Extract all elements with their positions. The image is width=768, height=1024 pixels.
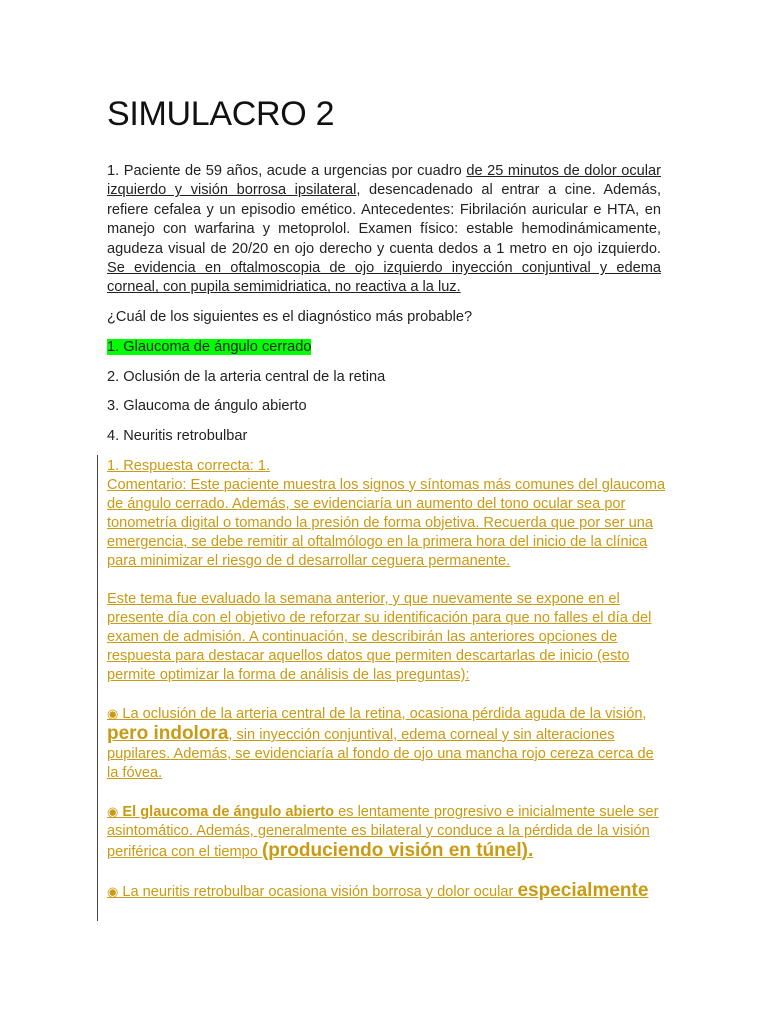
bullet-open-angle-emphasis: (produciendo visión en túnel). xyxy=(261,840,534,861)
radio-bullet-icon: ◉ xyxy=(107,804,119,819)
bullet-open-angle-text: es lentamente progresivo e inicialmente suele ser asintomático. Además, generalmente es bilateral y conduce a la pérdida de la visión periférica con el tiempo xyxy=(107,804,659,860)
option-2: 2. Oclusión de la arteria central de la retina xyxy=(107,369,386,385)
option-1-highlighted: 1. Glaucoma de ángulo cerrado xyxy=(107,339,312,355)
option-3: 3. Glaucoma de ángulo abierto xyxy=(107,398,307,414)
option-1 xyxy=(107,337,311,357)
bullet-occlusion-emphasis: pero indolora xyxy=(107,723,229,744)
bullet-neuritis-emphasis: especialmente xyxy=(517,880,649,901)
comment-block xyxy=(107,457,667,902)
case-underline-2: Se evidencia en oftalmoscopia de ojo izquierdo inyección conjuntival y edema corneal, con pupila semimidriatica, no reactiva a la luz. xyxy=(107,260,661,296)
option-4: 4. Neuritis retrobulbar xyxy=(107,428,248,444)
comment-intro: Este tema fue evaluado la semana anterior, y que nuevamente se expone en el presente día con el objetivo de reforzar su identificación para que no falles el día del examen de admisión. A continuación, se describirán las anteriores opciones de respuesta para destacar aquellos datos que permiten descartarlas de inicio (esto permite optimizar la forma de análisis de las preguntas): xyxy=(107,591,652,683)
comment-margin-bar xyxy=(97,455,98,921)
comment-text: Comentario: Este paciente muestra los signos y síntomas más comunes del glaucoma de ángulo cerrado. Además, se evidenciaría un aumento del tono ocular sea por tonometría digital o tomando la presión de forma objetiva. Recuerda que por ser una emergencia, se debe remitir al oftalmólogo en la primera hora del inicio de la clínica para minimizar el riesgo de d desarrollar ceguera permanente. xyxy=(107,477,666,569)
case-underline-1: de 25 minutos de dolor ocular izquierdo y visión borrosa ipsilateral xyxy=(107,163,661,199)
bullet-occlusion-text-b: , sin inyección conjuntival, edema corneal y sin alteraciones pupilares. Además, se evidenciaría al fondo de ojo una mancha rojo cereza cerca de la fóvea. xyxy=(107,727,654,781)
question-text: ¿Cuál de los siguientes es el diagnóstico más probable? xyxy=(107,309,473,325)
case-text-1: 1. Paciente de 59 años, acude a urgencias por cuadro xyxy=(107,163,467,179)
bullet-occlusion xyxy=(107,704,667,783)
bullet-occlusion-text-a: La oclusión de la arteria central de la retina, ocasiona pérdida aguda de la visión, xyxy=(118,706,647,722)
case-text-2: , desencadenado al entrar a cine. Además, refiere cefalea y un episodio emético. Antecedentes: Fibrilación auricular e HTA, en manejo con warfarina y metoprolol. Examen físico: estable hemodinámicamente, agudeza visual de 20/20 en ojo derecho y cuenta dedos a 1 metro en ojo izquierdo. xyxy=(107,182,662,257)
radio-bullet-icon: ◉ xyxy=(107,884,119,899)
radio-bullet-icon: ◉ xyxy=(107,706,119,721)
bullet-open-angle xyxy=(107,802,667,862)
page-title: SIMULACRO 2 xyxy=(107,95,335,133)
bullet-neuritis xyxy=(107,881,667,902)
answer-line: 1. Respuesta correcta: 1. xyxy=(107,458,271,474)
bullet-open-angle-title: El glaucoma de ángulo abierto xyxy=(118,804,335,820)
case-paragraph xyxy=(107,162,661,298)
bullet-neuritis-text: La neuritis retrobulbar ocasiona visión borrosa y dolor ocular xyxy=(118,884,518,900)
